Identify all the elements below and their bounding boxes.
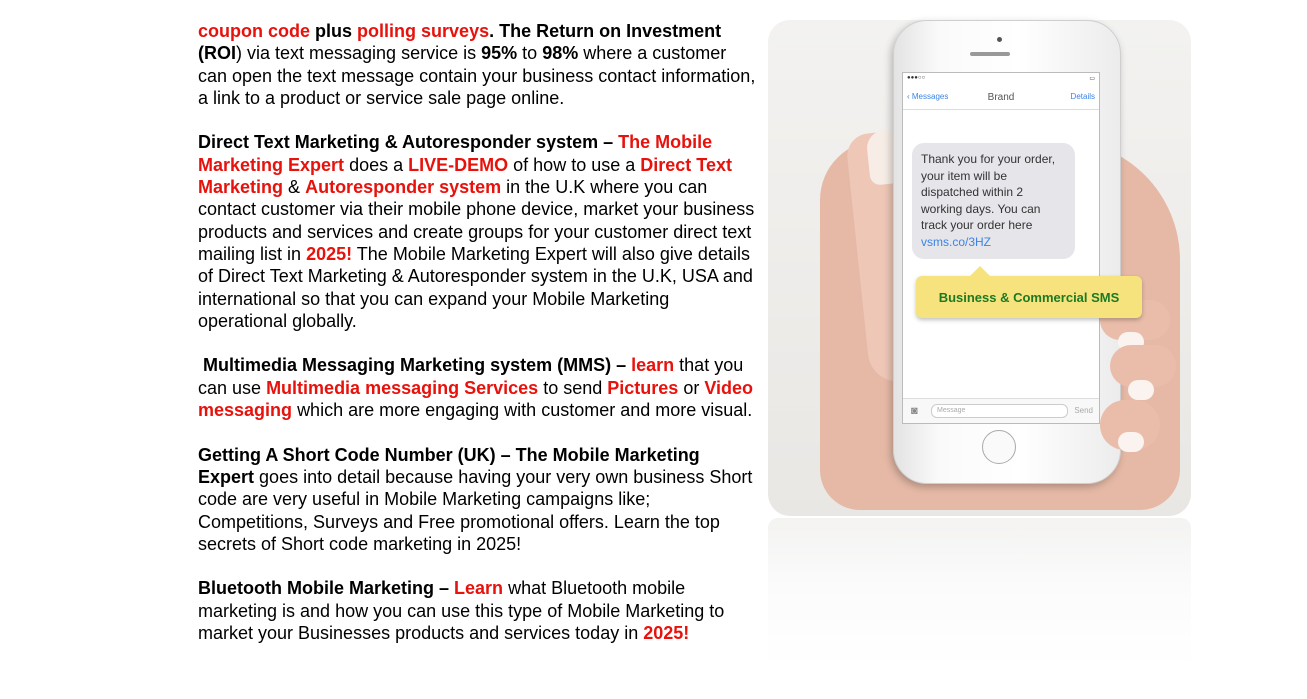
phone-screen [902,72,1100,424]
paragraph-mms: Multimedia Messaging Marketing system (MMS) – learn that you can use Multimedia messaging Services to send Pictures or Video messaging which are more engaging with customer and more visual. [198,355,754,421]
paragraph-direct-text: Direct Text Marketing & Autoresponder system – The Mobile Marketing Expert does a LIVE-DEMO of how to use a Direct Text Marketing & Autoresponder system in the U.K where you can contact customer via their mobile phone device, market your business products and services and create groups for your customer direct text mailing list in 2025! The Mobile Marketing Expert will also give details of Direct Text Marketing & Autoresponder system in the U.K, USA and international so that you can expand your Mobile Marketing operational globally. [198,132,755,331]
back-button[interactable]: ‹ Messages [907,92,949,101]
battery-icon: ▭ [1089,76,1095,82]
sms-callout: Business & Commercial SMS [916,276,1142,318]
paragraph-bluetooth: Bluetooth Mobile Marketing – Learn what Bluetooth mobile marketing is and how you can use this type of Mobile Marketing to market your Businesses products and services today in 2025! [198,578,725,644]
polling-surveys-text: polling surveys [357,21,490,41]
speaker-icon [970,52,1010,56]
heading-short-code: Getting A Short Code Number (UK) – The Mobile Marketing Expert [198,444,700,487]
article-text [198,20,758,667]
message-input[interactable]: Message [931,404,1068,418]
send-button[interactable]: Send [1074,406,1093,415]
status-bar [903,73,1099,87]
heading-mms: Multimedia Messaging Marketing system (MMS) – [203,355,627,376]
message-bubble: Thank you for your order, your item will be dispatched within 2 working days. You can track your order here vsms.co/3HZ [912,143,1075,259]
heading-bluetooth: Bluetooth Mobile Marketing – [198,578,450,599]
photo-reflection [768,518,1191,668]
messages-navbar [903,87,1099,110]
tracking-link[interactable]: vsms.co/3HZ [921,234,992,249]
coupon-code-text: coupon code [198,21,310,41]
details-button[interactable]: Details [1070,92,1095,101]
heading-direct-text: Direct Text Marketing & Autoresponder system – [198,132,614,153]
camera-icon [997,37,1002,42]
message-input-bar [903,398,1099,423]
finger-nail [1118,432,1144,452]
paragraph-roi: coupon code plus polling surveys. The Return on Investment (ROI) via text messaging service is 95% to 98% where a customer can open the text message contain your business contact information, a link to a product or service sale page online. [198,21,756,108]
home-button-icon [982,430,1016,464]
paragraph-short-code: Getting A Short Code Number (UK) – The Mobile Marketing Expert goes into detail because having your very own business Short code are very useful in Mobile Marketing campaigns like; Competitions, Surveys and Free promotional offers. Learn the top secrets of Short code marketing in 2025! [198,444,753,554]
contact-name: Brand [987,92,1015,103]
signal-icon: ●●●○○ [907,75,926,81]
finger-nail [1128,380,1154,400]
camera-button-icon[interactable]: ◙ [911,405,918,417]
